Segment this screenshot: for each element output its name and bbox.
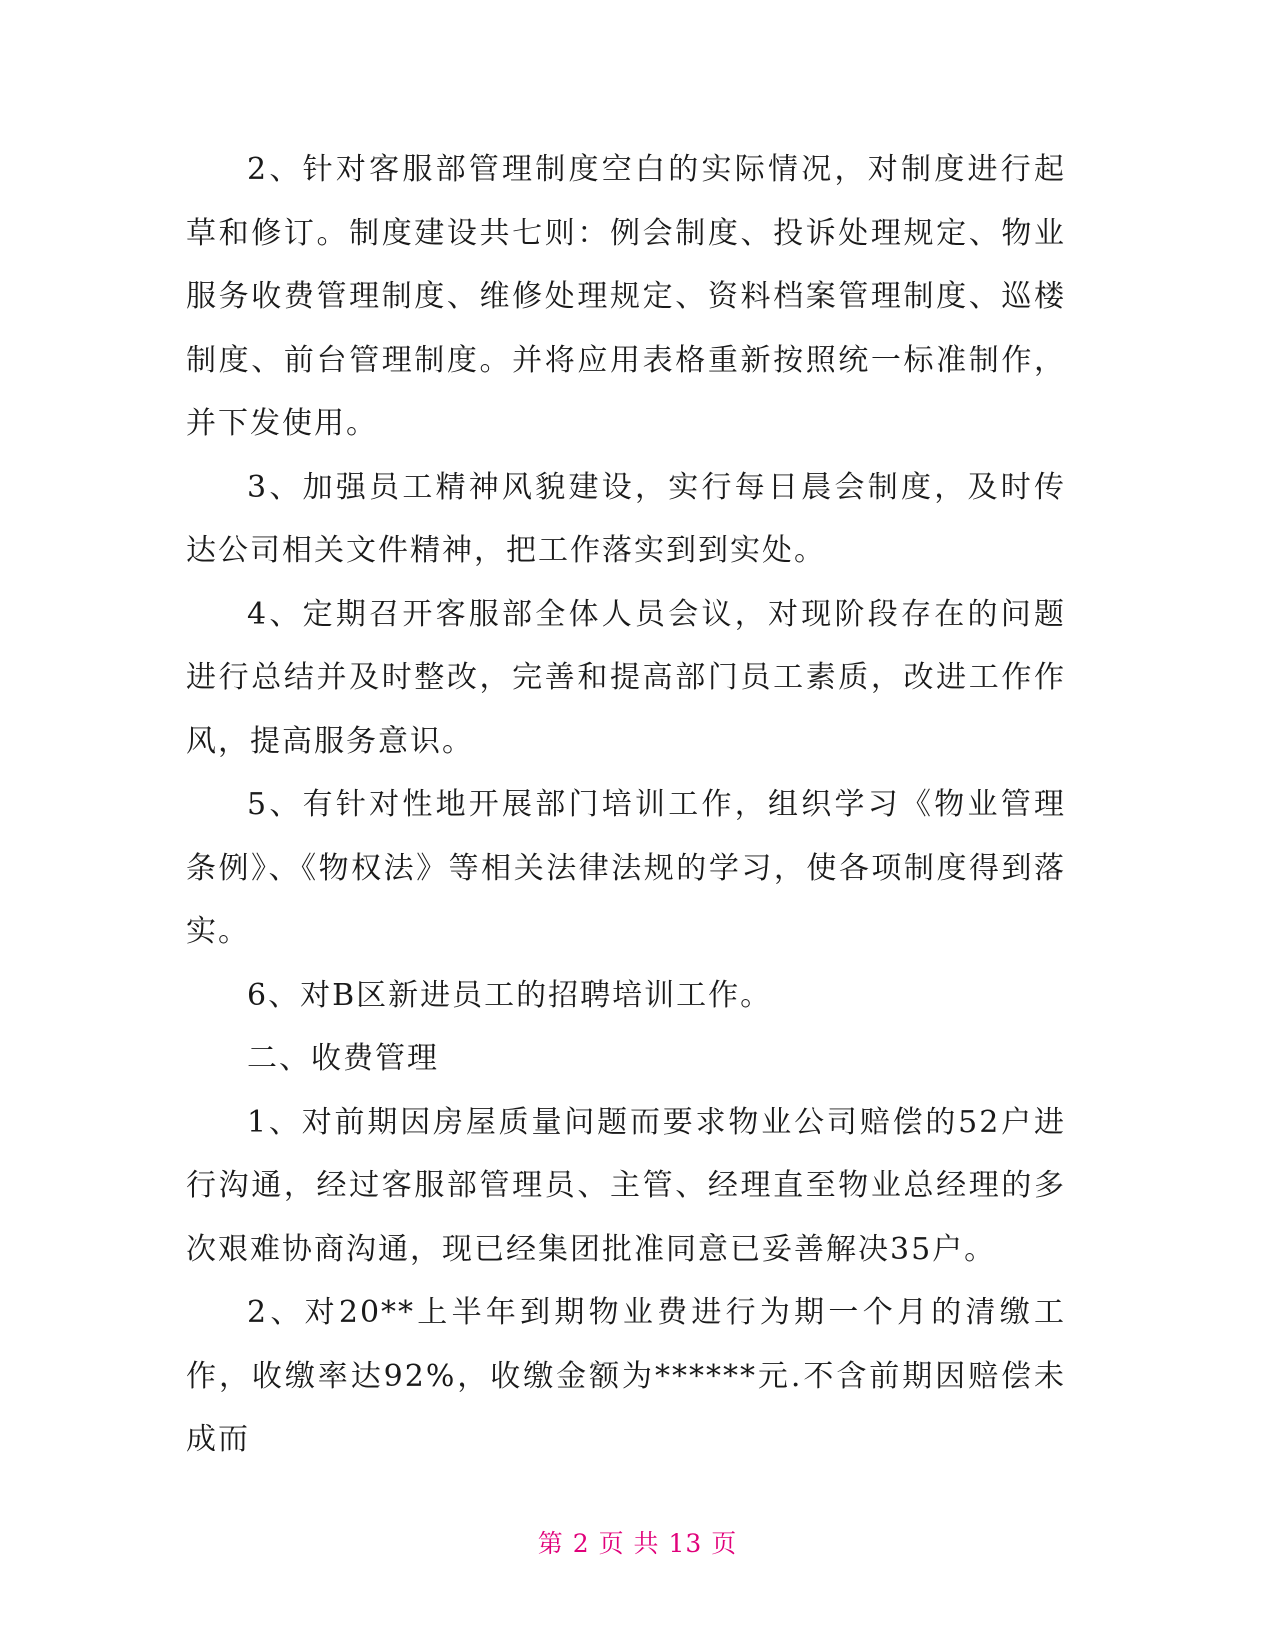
- paragraph-item-2: 2、针对客服部管理制度空白的实际情况，对制度进行起草和修订。制度建设共七则：例会制度、投诉处理规定、物业服务收费管理制度、维修处理规定、资料档案管理制度、巡楼制度、前台管理制度。并将应用表格重新按照统一标准制作，并下发使用。: [186, 152, 1066, 441]
- paragraph-fee-item-2: 2、对20**上半年到期物业费进行为期一个月的清缴工作，收缴率达92%，收缴金额为******元.不含前期因赔偿未成而: [186, 1295, 1066, 1457]
- section-heading-fee-management: 二、收费管理: [247, 1041, 439, 1076]
- paragraph-fee-item-1: 1、对前期因房屋质量问题而要求物业公司赔偿的52户进行沟通，经过客服部管理员、主管、经理直至物业总经理的多次艰难协商沟通，现已经集团批准同意已妥善解决35户。: [186, 1104, 1066, 1267]
- paragraph-item-5: 5、有针对性地开展部门培训工作，组织学习《物业管理条例》、《物权法》等相关法律法规的学习，使各项制度得到落实。: [186, 787, 1066, 949]
- paragraph-item-4: 4、定期召开客服部全体人员会议，对现阶段存在的问题进行总结并及时整改，完善和提高部门员工素质，改进工作作风，提高服务意识。: [186, 596, 1066, 759]
- paragraph-item-6: 6、对B区新进员工的招聘培训工作。: [247, 977, 773, 1013]
- document-body: [186, 138, 1066, 1472]
- page-number-footer: 第 2 页 共 13 页: [537, 1529, 738, 1558]
- paragraph-item-3: 3、加强员工精神风貌建设，实行每日晨会制度，及时传达公司相关文件精神，把工作落实到到实处。: [186, 469, 1066, 568]
